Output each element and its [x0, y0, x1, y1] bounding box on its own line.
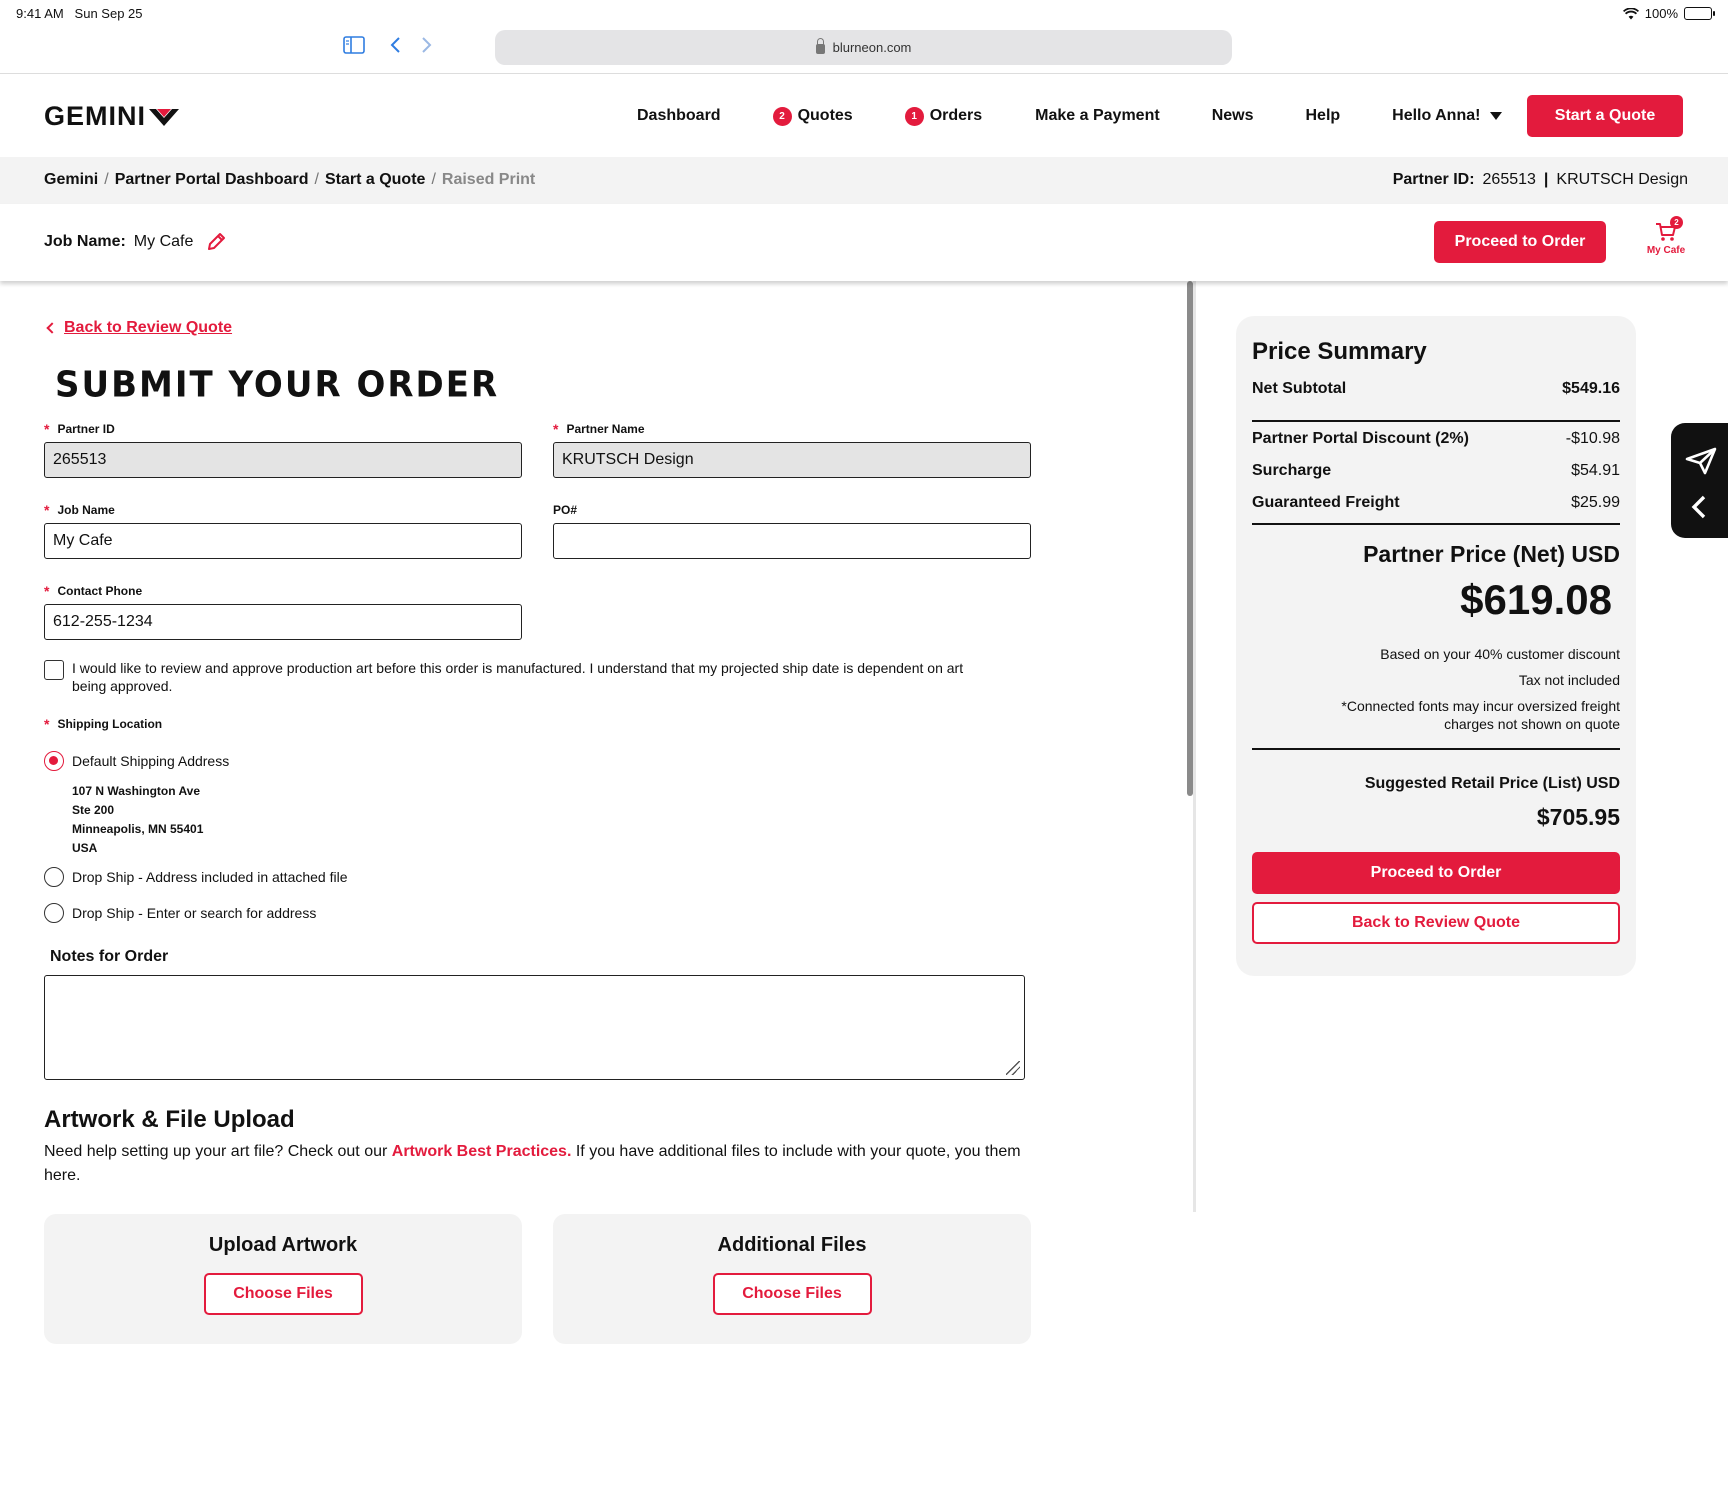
floating-side-tab: [1671, 423, 1728, 538]
logo-text: GEMINI: [44, 101, 147, 131]
artwork-description: Need help setting up your art file? Check out our Artwork Best Practices. If you have additional files to include with your quote, you them here.: [44, 1143, 1021, 1184]
cart-icon: [1655, 218, 1679, 242]
shipping-default-radio[interactable]: [44, 751, 64, 771]
back-icon[interactable]: [389, 36, 401, 54]
shipping-default-option[interactable]: [44, 751, 229, 771]
partner-info: [1393, 171, 1688, 189]
url-text: blurneon.com: [832, 40, 912, 55]
pencil-icon[interactable]: [205, 231, 227, 253]
gemini-logo[interactable]: [44, 101, 180, 132]
address-line: Minneapolis, MN 55401: [72, 822, 204, 836]
nav-orders[interactable]: [905, 107, 982, 126]
nav-dashboard[interactable]: Dashboard: [637, 107, 721, 124]
partner-id-label: Partner ID:: [1392, 171, 1475, 188]
contact-phone-input[interactable]: [44, 604, 522, 640]
choose-artwork-files-button[interactable]: Choose Files: [204, 1273, 363, 1315]
nav-orders-label: Orders: [929, 107, 983, 124]
nav-quotes[interactable]: [773, 107, 853, 126]
site-header: [0, 75, 1728, 157]
default-address: [72, 782, 203, 858]
status-time: 9:41 AM Sun Sep 25: [16, 6, 143, 21]
net-subtotal-value: $549.16: [1562, 380, 1620, 397]
shipping-drop-search-label: Drop Ship - Enter or search for address: [72, 905, 317, 921]
discount-label: Partner Portal Discount (2%): [1252, 430, 1469, 447]
discount-value: -$10.98: [1565, 430, 1620, 447]
net-subtotal-row: [1252, 380, 1620, 398]
shipping-location-label: * Shipping Location: [44, 716, 163, 732]
job-name-input[interactable]: [44, 523, 522, 559]
browser-toolbar: [0, 28, 1728, 74]
job-name: [44, 231, 227, 253]
approve-art-row: [44, 659, 994, 695]
po-field: [553, 503, 1031, 559]
notes-label: Notes for Order: [50, 948, 169, 965]
lock-icon: [816, 44, 825, 54]
po-input[interactable]: [553, 523, 1031, 559]
crumb-separator: /: [104, 171, 109, 188]
nav-help[interactable]: Help: [1305, 107, 1341, 124]
shipping-drop-search-option[interactable]: [44, 903, 316, 923]
status-right: [1623, 6, 1712, 21]
additional-files-card: [553, 1214, 1031, 1344]
retail-price-value: $705.95: [1536, 804, 1620, 830]
quotes-badge: 2: [773, 107, 792, 126]
shipping-default-label: Default Shipping Address: [72, 753, 230, 769]
job-name-label: Job Name:: [44, 233, 126, 250]
net-price-value: $619.08: [1460, 576, 1612, 623]
retail-price-label: Suggested Retail Price (List) USD: [1364, 775, 1620, 792]
freight-row: [1252, 494, 1620, 512]
job-name-value: My Cafe: [133, 233, 194, 250]
job-name-field: [44, 503, 522, 559]
notes-textarea[interactable]: [44, 975, 1025, 1080]
summary-divider: [1252, 420, 1620, 422]
user-menu[interactable]: [1392, 107, 1502, 125]
price-summary-title: Price Summary: [1252, 338, 1427, 365]
tax-note: Tax not included: [1518, 672, 1620, 688]
chevron-left-icon: [46, 322, 57, 333]
breadcrumb: [44, 171, 535, 189]
breadcrumb-bar: [0, 157, 1728, 204]
address-line: USA: [72, 841, 98, 855]
job-bar: [0, 204, 1728, 281]
address-line: 107 N Washington Ave: [72, 784, 201, 798]
main-nav: [637, 75, 1502, 157]
page-title: SUBMIT YOUR ORDER: [55, 364, 500, 406]
partner-name-value: KRUTSCH Design: [1556, 171, 1688, 188]
back-link-label: Back to Review Quote: [64, 319, 233, 336]
crumb-separator: /: [431, 171, 436, 188]
surcharge-label: Surcharge: [1252, 462, 1332, 479]
approve-art-checkbox[interactable]: [44, 660, 64, 680]
address-bar[interactable]: [495, 30, 1232, 65]
logo-chevron-icon: [148, 106, 180, 128]
required-mark: *: [553, 421, 559, 437]
shipping-drop-file-label: Drop Ship - Address included in attached file: [72, 869, 348, 885]
send-icon[interactable]: [1685, 447, 1717, 475]
partner-id-input: [44, 442, 522, 478]
partner-divider: |: [1543, 171, 1549, 188]
summary-divider: [1252, 748, 1620, 750]
required-mark: *: [44, 421, 50, 437]
nav-news[interactable]: News: [1211, 107, 1254, 124]
crumb-current: Raised Print: [441, 171, 536, 188]
net-subtotal-label: Net Subtotal: [1252, 380, 1347, 397]
back-to-review-link[interactable]: [48, 319, 232, 337]
surcharge-row: [1252, 462, 1620, 480]
forward-icon[interactable]: [421, 36, 433, 54]
summary-proceed-button[interactable]: Proceed to Order: [1252, 852, 1620, 894]
crumb-separator: /: [314, 171, 319, 188]
po-label: PO#: [553, 503, 578, 517]
orders-badge: 1: [905, 107, 924, 126]
resize-grip-icon[interactable]: [1006, 1061, 1020, 1075]
crumb-gemini[interactable]: Gemini: [44, 171, 99, 188]
crumb-dashboard[interactable]: Partner Portal Dashboard: [114, 171, 309, 188]
summary-divider: [1252, 523, 1620, 525]
panel-divider: [1193, 281, 1196, 1212]
required-mark: *: [44, 583, 50, 599]
discount-note: Based on your 40% customer discount: [1380, 646, 1620, 662]
battery-percent: 100%: [1644, 6, 1678, 21]
price-summary: [1236, 316, 1636, 976]
partner-name-field: [553, 422, 1031, 478]
status-bar: [0, 0, 1728, 28]
partner-name-input: [553, 442, 1031, 478]
freight-value: $25.99: [1571, 494, 1620, 511]
proceed-to-order-button[interactable]: Proceed to Order: [1434, 221, 1606, 263]
choose-additional-files-button[interactable]: Choose Files: [713, 1273, 872, 1315]
summary-back-button[interactable]: Back to Review Quote: [1252, 902, 1620, 944]
upload-artwork-card: [44, 1214, 522, 1344]
discount-row: [1252, 430, 1620, 448]
chevron-left-icon[interactable]: [1691, 495, 1707, 519]
approve-art-text: I would like to review and approve production art before this order is manufactured. I understand that my projected ship date is dependent on art being approved.: [72, 660, 964, 694]
start-quote-button[interactable]: Start a Quote: [1527, 95, 1683, 137]
required-mark: *: [44, 716, 50, 732]
cart-label: My Cafe: [1646, 245, 1686, 256]
freight-label: Guaranteed Freight: [1252, 494, 1400, 511]
address-line: Ste 200: [72, 803, 115, 817]
job-name-field-label: * Job Name: [44, 502, 115, 518]
contact-phone-field: [44, 584, 522, 640]
nav-quotes-label: Quotes: [797, 107, 853, 124]
shipping-drop-search-radio[interactable]: [44, 903, 64, 923]
sidebar-icon[interactable]: [343, 36, 365, 54]
required-mark: *: [44, 502, 50, 518]
cart[interactable]: [1638, 218, 1694, 256]
user-greeting: Hello Anna!: [1392, 107, 1481, 124]
net-price-label: Partner Price (Net) USD: [1363, 541, 1620, 567]
caret-down-icon: [1490, 112, 1502, 120]
artwork-title: Artwork & File Upload: [44, 1106, 295, 1133]
additional-files-title: Additional Files: [717, 1234, 867, 1256]
artwork-best-practices-link[interactable]: Artwork Best Practices.: [391, 1143, 572, 1160]
partner-id-label: * Partner ID: [44, 421, 115, 437]
wifi-icon: [1623, 8, 1639, 20]
crumb-start-quote[interactable]: Start a Quote: [324, 171, 426, 188]
freight-note: *Connected fonts may incur oversized freight charges not shown on quote: [1341, 698, 1620, 732]
partner-name-label: * Partner Name: [553, 421, 645, 437]
contact-phone-label: * Contact Phone: [44, 583, 143, 599]
upload-artwork-title: Upload Artwork: [208, 1234, 358, 1256]
partner-id-value: 265513: [1482, 171, 1536, 188]
nav-make-payment[interactable]: Make a Payment: [1035, 107, 1160, 124]
scrollbar[interactable]: [1187, 281, 1193, 796]
shipping-drop-file-radio[interactable]: [44, 867, 64, 887]
surcharge-value: $54.91: [1571, 462, 1620, 479]
shipping-drop-file-option[interactable]: [44, 867, 348, 887]
battery-icon: [1684, 7, 1712, 20]
cart-badge: 2: [1670, 216, 1683, 229]
partner-id-field: [44, 422, 522, 478]
